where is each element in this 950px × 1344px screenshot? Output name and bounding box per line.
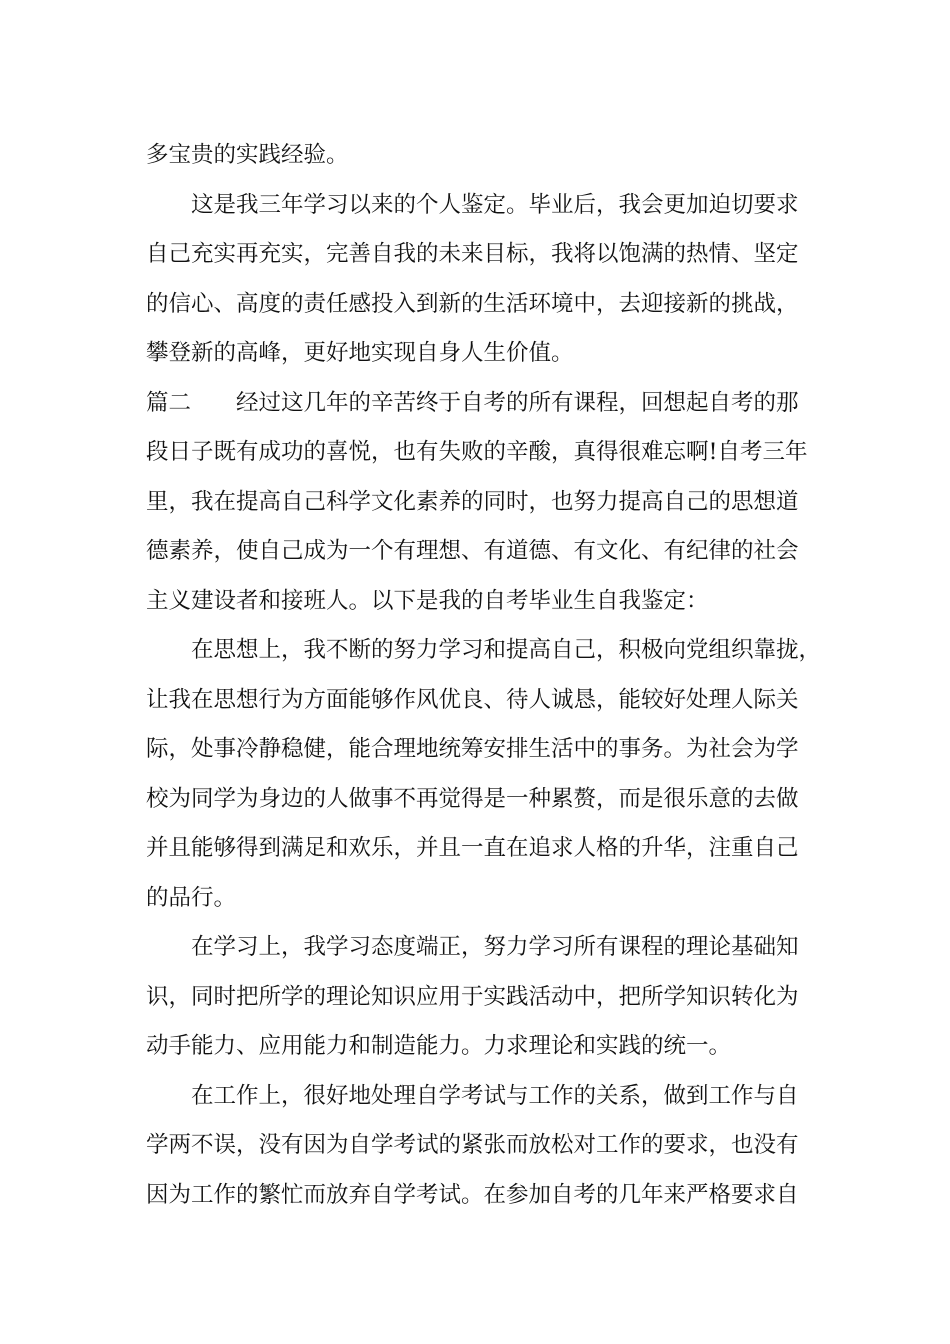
text-line: 这是我三年学习以来的个人鉴定。毕业后，我会更加迫切要求 bbox=[191, 191, 799, 218]
document-body bbox=[146, 131, 822, 1220]
text-line: 学两不误，没有因为自学考试的紧张而放松对工作的要求，也没有 bbox=[146, 1132, 799, 1158]
section-heading-line bbox=[146, 379, 816, 429]
text-line-content: 经过这几年的辛苦终于自考的所有课程，回想起自考的那 bbox=[236, 389, 799, 416]
text-line: 的信心、高度的责任感投入到新的生活环境中，去迎接新的挑战， bbox=[146, 290, 799, 317]
text-line: 在思想上，我不断的努力学习和提高自己，积极向党组织靠拢， bbox=[191, 637, 822, 663]
text-line: 攀登新的高峰，更好地实现自身人生价值。 bbox=[146, 340, 574, 366]
text-line: 自己充实再充实，完善自我的未来目标，我将以饱满的热情、坚定 bbox=[146, 241, 799, 267]
text-line: 识，同时把所学的理论知识应用于实践活动中，把所学知识转化为 bbox=[146, 983, 799, 1010]
text-line: 主义建设者和接班人。以下是我的自考毕业生自我鉴定： bbox=[146, 587, 709, 614]
text-line: 段日子既有成功的喜悦，也有失败的辛酸，真得很难忘啊!自考三年 bbox=[146, 439, 808, 465]
text-line: 里，我在提高自己科学文化素养的同时，也努力提高自己的思想道 bbox=[146, 488, 799, 515]
text-line: 的品行。 bbox=[146, 884, 237, 911]
text-line: 动手能力、应用能力和制造能力。力求理论和实践的统一。 bbox=[146, 1033, 732, 1059]
text-line: 德素养，使自己成为一个有理想、有道德、有文化、有纪律的社会 bbox=[146, 538, 799, 564]
text-line: 在工作上，很好地处理自学考试与工作的关系，做到工作与自 bbox=[191, 1082, 799, 1109]
text-line: 多宝贵的实践经验。 bbox=[146, 142, 349, 168]
text-line: 并且能够得到满足和欢乐，并且一直在追求人格的升华，注重自己 bbox=[146, 835, 799, 861]
text-line: 让我在思想行为方面能够作风优良、待人诚恳，能较好处理人际关 bbox=[146, 686, 799, 713]
text-line: 际，处事冷静稳健，能合理地统筹安排生活中的事务。为社会为学 bbox=[146, 736, 799, 762]
text-line: 因为工作的繁忙而放弃自学考试。在参加自考的几年来严格要求自 bbox=[146, 1181, 799, 1208]
text-line: 校为同学为身边的人做事不再觉得是一种累赘，而是很乐意的去做 bbox=[146, 785, 799, 812]
text-line: 在学习上，我学习态度端正，努力学习所有课程的理论基础知 bbox=[191, 934, 799, 960]
section-label: 篇二 bbox=[146, 389, 192, 416]
